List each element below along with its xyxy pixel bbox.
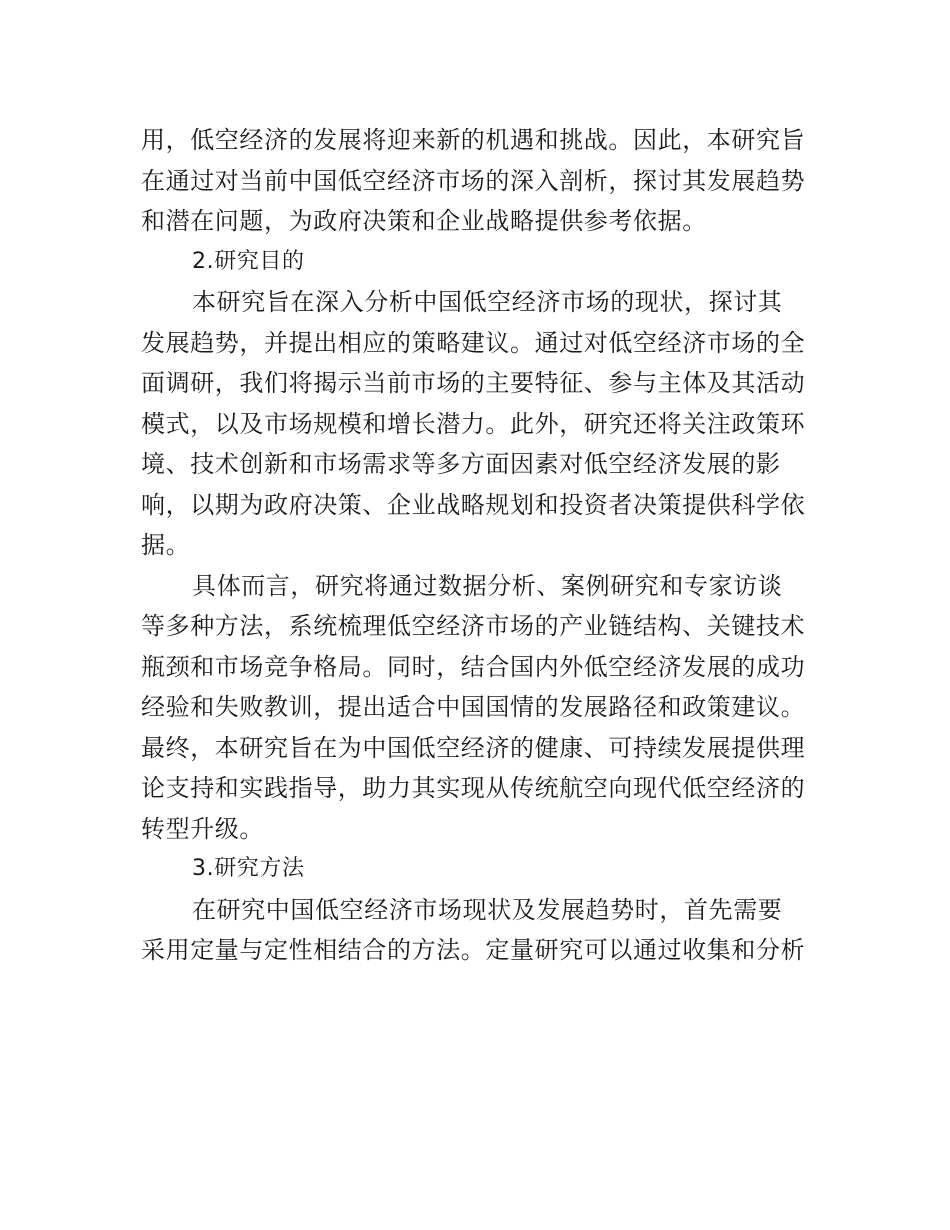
text-line: 论支持和实践指导，助力其实现从传统航空向现代低空经济的 xyxy=(141,774,806,802)
text-line: 在研究中国低空经济市场现状及发展趋势时，首先需要 xyxy=(192,895,783,924)
text-line: 模式，以及市场规模和增长潜力。此外，研究还将关注政策环 xyxy=(141,409,806,438)
text-line: 面调研，我们将揭示当前市场的主要特征、参与主体及其活动 xyxy=(141,369,806,397)
text-line: 采用定量与定性相结合的方法。定量研究可以通过收集和分析 xyxy=(141,936,806,964)
text-line: 转型升级。 xyxy=(141,814,264,843)
text-line: 响，以期为政府决策、企业战略规划和投资者决策提供科学依 xyxy=(141,490,806,519)
text-line: 用，低空经济的发展将迎来新的机遇和挑战。因此，本研究旨 xyxy=(141,126,806,154)
method-paragraph-1 xyxy=(141,890,813,971)
text-line: 瓶颈和市场竞争格局。同时，结合国内外低空经济发展的成功 xyxy=(141,652,806,681)
text-line: 和潜在问题，为政府决策和企业战略提供参考依据。 xyxy=(141,207,707,235)
intro-paragraph xyxy=(141,120,813,242)
section-heading-purpose: 2.研究目的 xyxy=(192,248,305,274)
text-line: 本研究旨在深入分析中国低空经济市场的现状，探讨其 xyxy=(192,288,783,316)
purpose-paragraph-1 xyxy=(141,282,813,566)
text-line: 境、技术创新和市场需求等多方面因素对低空经济发展的影 xyxy=(141,450,781,478)
text-line: 据。 xyxy=(141,531,191,559)
text-line: 具体而言，研究将通过数据分析、案例研究和专家访谈 xyxy=(192,571,783,600)
text-line: 经验和失败教训，提出适合中国国情的发展路径和政策建议。 xyxy=(141,693,806,721)
text-line: 最终，本研究旨在为中国低空经济的健康、可持续发展提供理 xyxy=(141,733,806,762)
text-line: 等多种方法，系统梳理低空经济市场的产业链结构、关键技术 xyxy=(141,612,806,640)
section-heading-method: 3.研究方法 xyxy=(192,856,305,881)
text-line: 发展趋势，并提出相应的策略建议。通过对低空经济市场的全 xyxy=(141,328,806,357)
document-page xyxy=(141,120,813,971)
purpose-paragraph-2 xyxy=(141,566,813,850)
text-line: 在通过对当前中国低空经济市场的深入剖析，探讨其发展趋势 xyxy=(141,166,806,195)
